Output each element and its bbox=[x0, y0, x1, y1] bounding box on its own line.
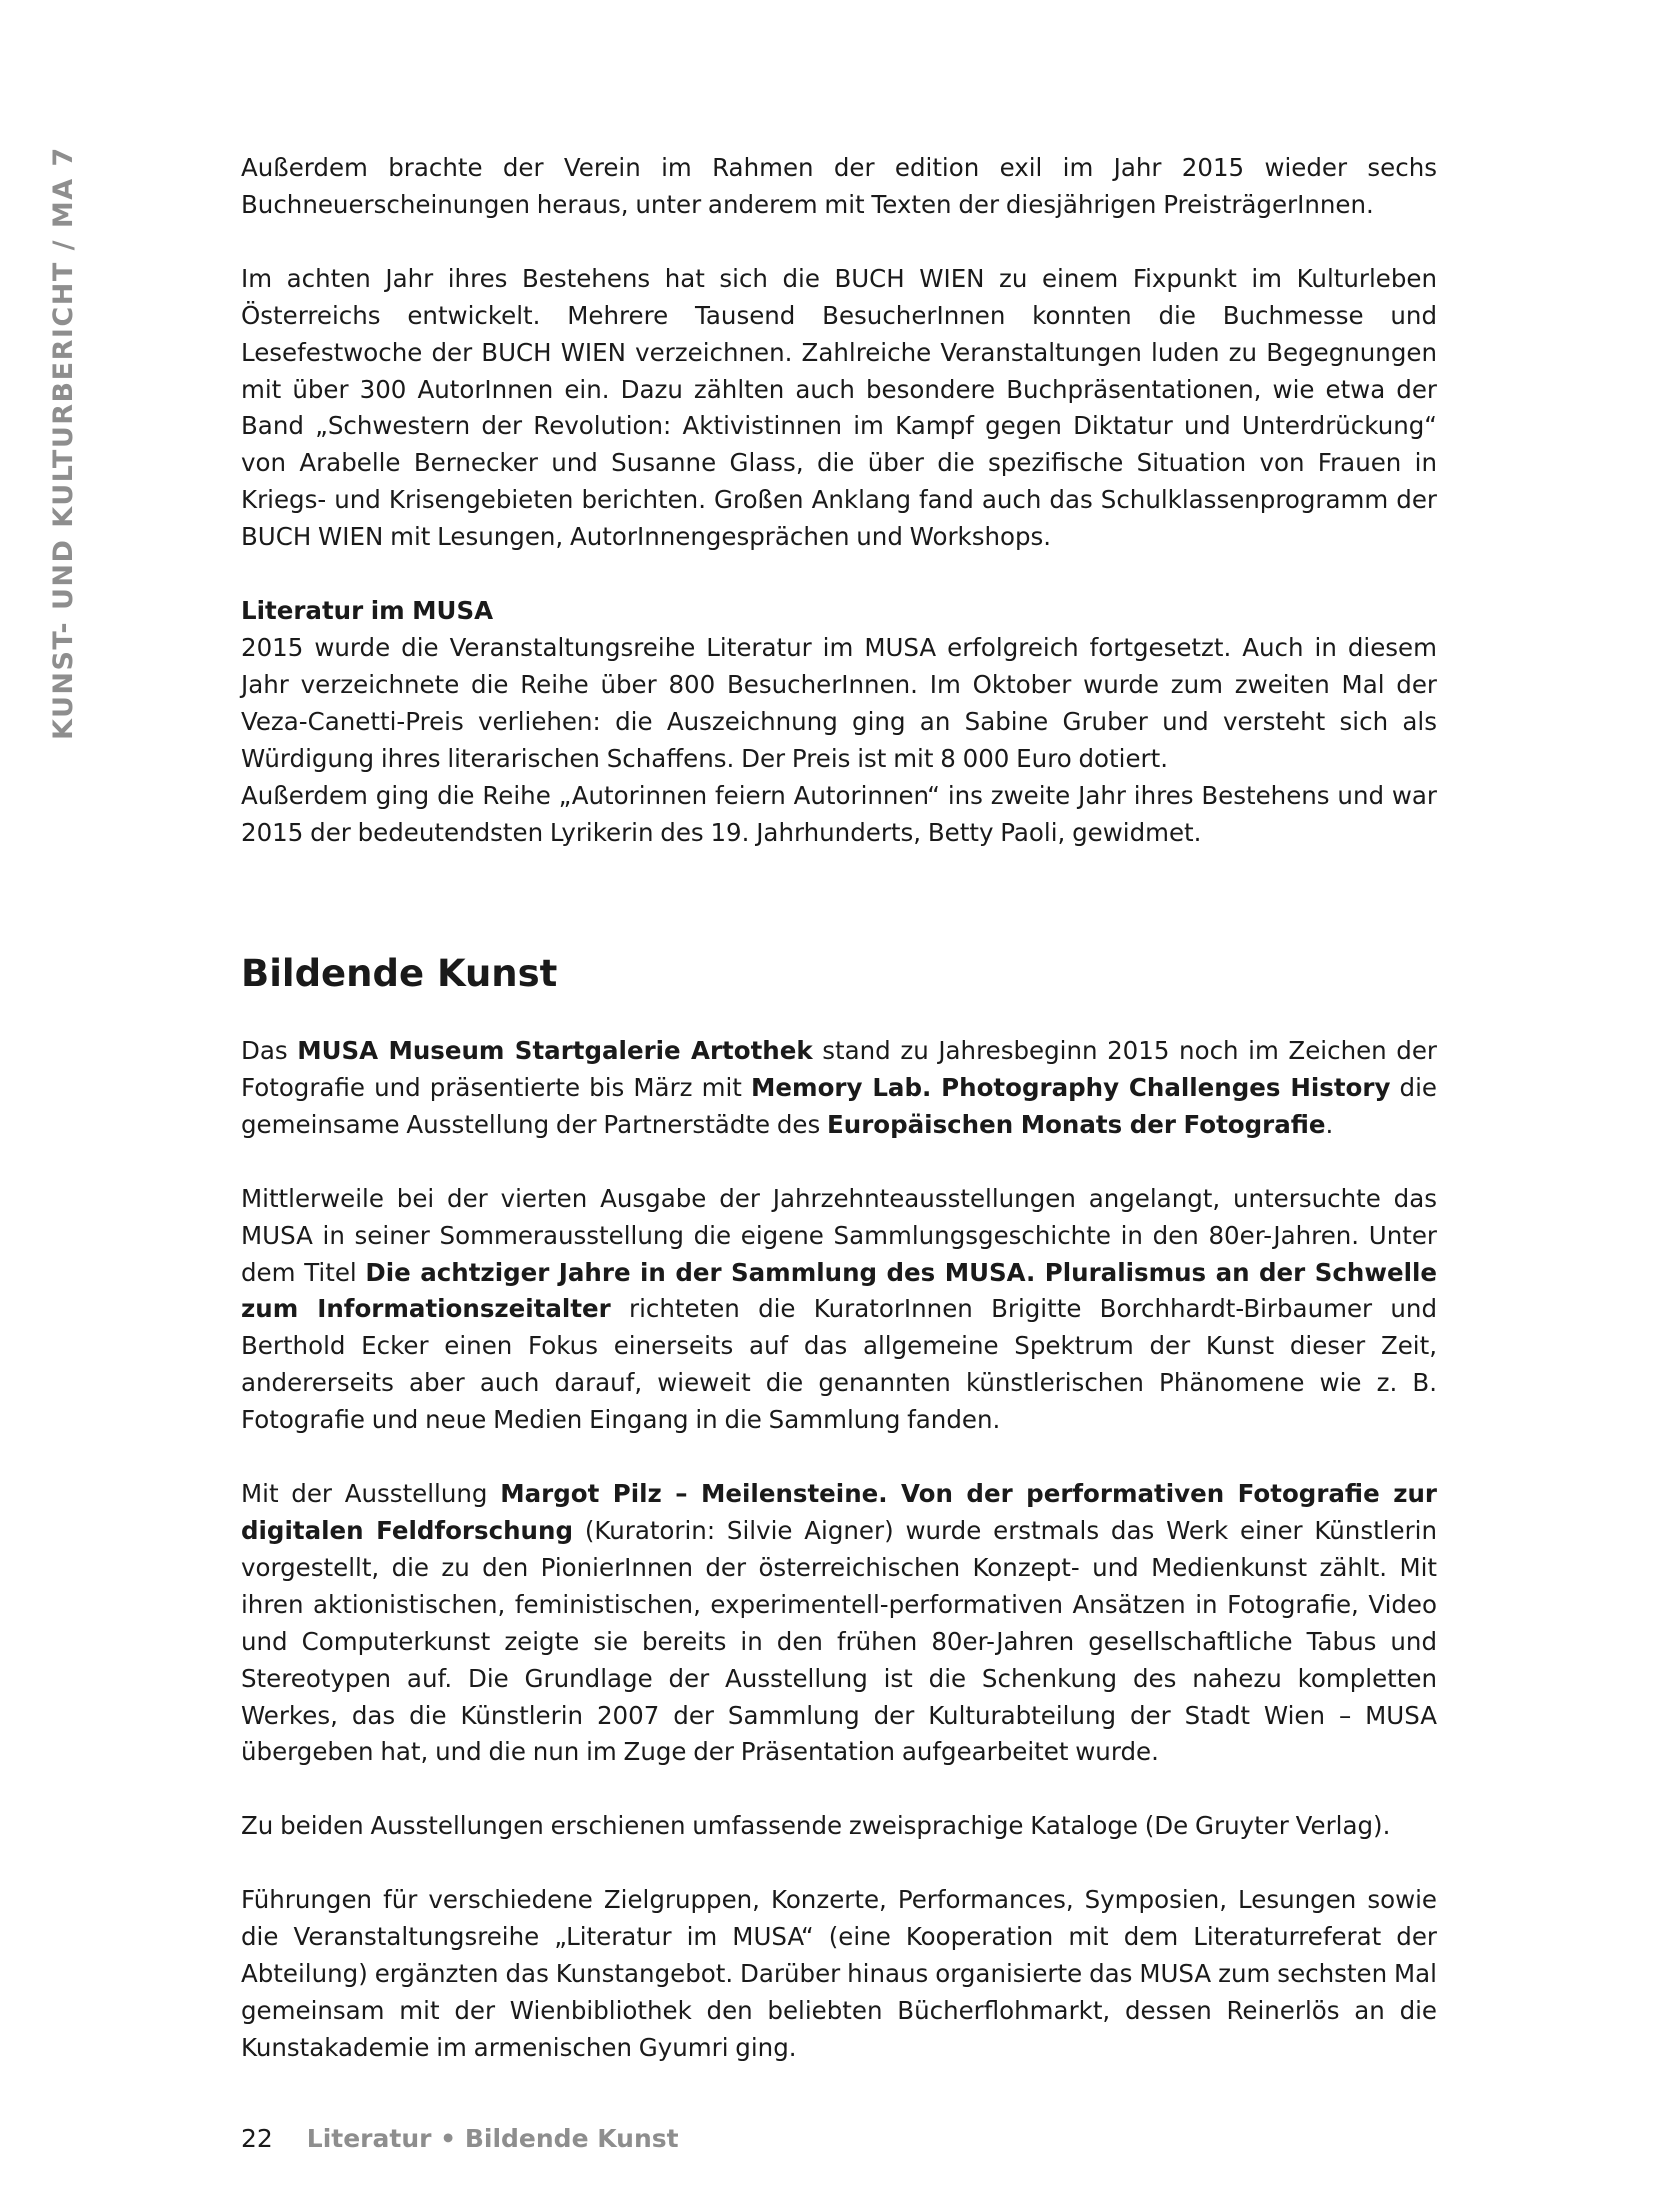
paragraph-musa-startgalerie bbox=[241, 1033, 1437, 1144]
bold-run: MUSA Museum Startgalerie Artothek bbox=[297, 1036, 813, 1065]
paragraph-literatur-im-musa bbox=[241, 593, 1437, 851]
text-run: die gemeinsame Ausstellung der Partnerstädte des bbox=[241, 1072, 1437, 1139]
subheading-literatur-im-musa: Literatur im MUSA bbox=[241, 596, 494, 626]
text-run: richteten die KuratorInnen Brigitte Borchhardt-Birbaumer und Berthold Ecker einen Fokus einerseits auf das allgemeine Spektrum der Kunst dieser Zeit, andererseits aber auch darauf, wieweit die genannten künstlerischen Phänomene wie z. B. Fotografie und neue Medien Eingang in die Sammlung fanden. bbox=[241, 1294, 1438, 1435]
text-run: (Kuratorin: Silvie Aigner) wurde erstmals das Werk einer Künstlerin vorgestellt, die zu den PionierInnen der österreichischen Konzept- und Medienkunst zählt. Mit ihren aktionistischen, feministischen, experimentell-performativen Ansätzen in Fotografie, Video und Computerkunst zeigte sie bereits in den frühen 80er-Jahren gesellschaftliche Tabus und Stereotypen auf. Die Grundlage der Ausstellung ist die Schenkung des nahezu kompletten Werkes, das die Künstlerin 2007 der Sammlung der Kulturabteilung der Stadt Wien – MUSA übergeben hat, und die nun im Zuge der Präsentation aufgearbeitet wurde. bbox=[241, 1515, 1437, 1767]
section-literature bbox=[241, 150, 1437, 851]
bold-run: Margot Pilz – Meilensteine. Von der performativen Fotografie zur digitalen Feldforschung bbox=[241, 1479, 1437, 1545]
page-number: 22 bbox=[241, 2124, 273, 2153]
section-bildende-kunst bbox=[241, 1033, 1437, 2067]
paragraph-buch-wien: Im achten Jahr ihres Bestehens hat sich die BUCH WIEN zu einem Fixpunkt im Kulturleben Österreichs entwickelt. Mehrere Tausend BesucherInnen konnten die Buchmesse und Lesefestwoche der BUCH WIEN verzeichnen. Zahlreiche Veranstaltungen luden zu Begegnungen mit über 300 AutorInnen ein. Dazu zählten auch besondere Buchpräsentationen, wie etwa der Band „Schwestern der Revolution: Aktivistinnen im Kampf gegen Diktatur und Unterdrückung“ von Arabelle Bernecker und Susanne Glass, die über die spezifische Situation von Frauen in Kriegs- und Krisengebieten berichten. Großen Anklang fand auch das Schulklassenprogramm der BUCH WIEN mit Lesungen, AutorInnengesprächen und Workshops. bbox=[241, 263, 1437, 552]
bold-run: Memory Lab. Photography Challenges History bbox=[751, 1072, 1391, 1102]
text-run: Mittlerweile bei der vierten Ausgabe der Jahrzehnteausstellungen angelangt, untersuchte das MUSA in seiner Sommerausstellung die eigene Sammlungsgeschichte in den 80er-Jahren. Unter dem Titel bbox=[241, 1183, 1437, 1287]
text-run: . bbox=[1325, 1109, 1334, 1139]
text-run: Mit der Ausstellung bbox=[241, 1479, 501, 1509]
paragraph-fuehrungen: Führungen für verschiedene Zielgruppen, Konzerte, Performances, Symposien, Lesungen sowie die Veranstaltungsreihe „Literatur im MUSA“ (eine Kooperation mit dem Literaturreferat der Abteilung) ergänzten das Kunstangebot. Darüber hinaus organisierte das MUSA zum sechsten Mal gemeinsam mit der Wienbibliothek den beliebten Bücherflohmarkt, dessen Reinerlös an die Kunstakademie im armenischen Gyumri ging. bbox=[241, 1885, 1437, 2062]
page-footer bbox=[241, 2124, 679, 2153]
bold-run: Europäischen Monats der Fotografie bbox=[827, 1109, 1326, 1139]
text-run: stand zu Jahresbeginn 2015 noch im Zeichen der Fotografie und präsentierte bis März mit bbox=[241, 1036, 1437, 1102]
text-literatur-im-musa-2: Außerdem ging die Reihe „Autorinnen feiern Autorinnen“ ins zweite Jahr ihres Bestehens und war 2015 der bedeutendsten Lyrikerin des 19. Jahrhunderts, Betty Paoli, gewidmet. bbox=[241, 780, 1437, 847]
side-running-title: KUNST- UND KULTURBERICHT / MA 7 bbox=[48, 146, 79, 740]
footer-section-title: Literatur • Bildende Kunst bbox=[306, 2124, 679, 2153]
paragraph-edition-exil: Außerdem brachte der Verein im Rahmen der edition exil im Jahr 2015 wieder sechs Buchneuerscheinungen heraus, unter anderem mit Texten der diesjährigen PreisträgerInnen. bbox=[241, 153, 1437, 219]
paragraph-margot-pilz bbox=[241, 1476, 1437, 1771]
paragraph-kataloge: Zu beiden Ausstellungen erschienen umfassende zweisprachige Kataloge (De Gruyter Verlag). bbox=[241, 1811, 1391, 1841]
text-run: Das bbox=[241, 1036, 298, 1065]
paragraph-jahrzehnteausstellung bbox=[241, 1181, 1437, 1439]
text-literatur-im-musa-1: 2015 wurde die Veranstaltungsreihe Literatur im MUSA erfolgreich fortgesetzt. Auch in diesem Jahr verzeichnete die Reihe über 800 BesucherInnen. Im Oktober wurde zum zweiten Mal der Veza-Canetti-Preis verliehen: die Auszeichnung ging an Sabine Gruber und versteht sich als Würdigung ihres literarischen Schaffens. Der Preis ist mit 8 000 Euro dotiert. bbox=[241, 632, 1437, 773]
bold-run: Die achtziger Jahre in der Sammlung des MUSA. Pluralismus an der Schwelle zum Informationszeitalter bbox=[241, 1257, 1437, 1324]
section-heading-bildende-kunst: Bildende Kunst bbox=[241, 952, 558, 995]
